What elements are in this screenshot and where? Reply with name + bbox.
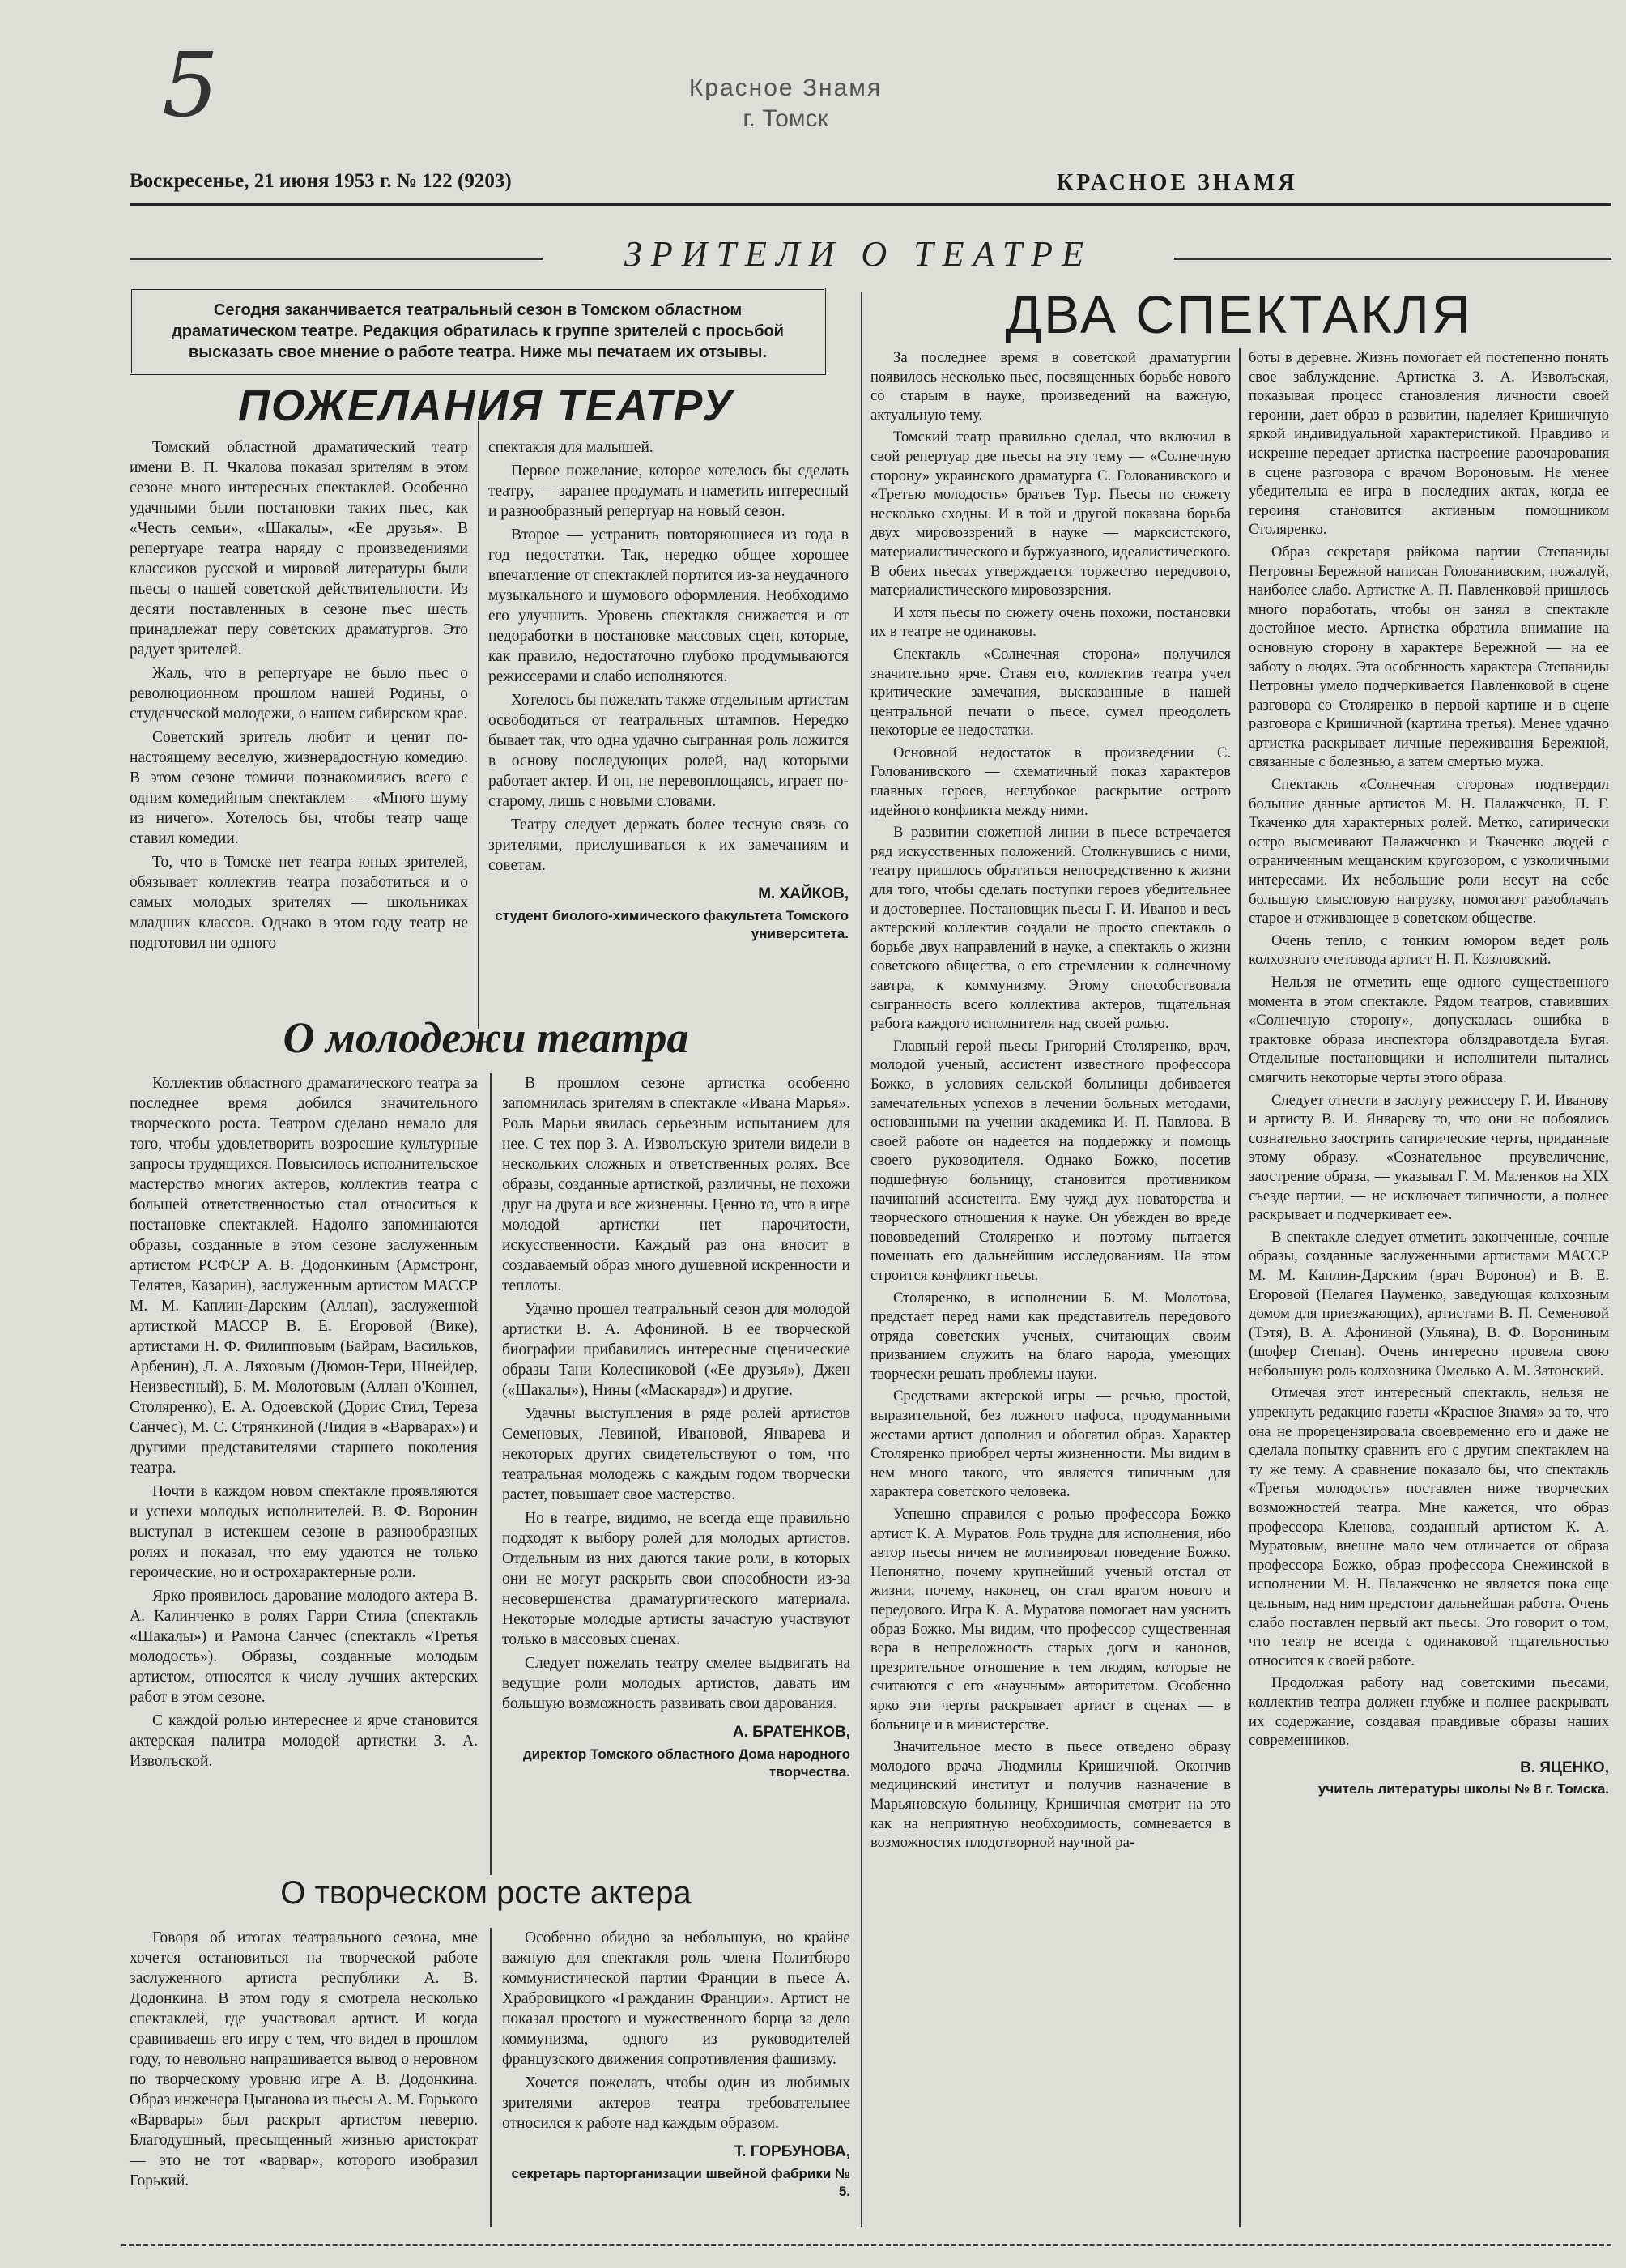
paragraph: Значительное место в пьесе отведено образу молодого врача Людмилы Кришичной. Окончив медицинский институт и получив назначение в Марьяновскую больницу, Кришичная смотрит на это как на неприятную необходимость, сомневается в возможностях плодотворной научной ра- xyxy=(870,1738,1231,1852)
paragraph: Успешно справился с ролью профессора Божко артист К. А. Муратов. Роль трудна для исполнения, ибо автор пьесы ничем не мотивировал поведение Божко. Непонятно, почему крупнейший ученый отстал от жизни, почему, наконец, он стал врагом нового и передового. Игра К. А. Муратова помогает нам уяснить образ Божко. Мы видим, что профессор существенная вера в непреложность старых догм и канонов, презрительное отношение к тем людям, которые не считаются с его «научным» авторитетом. Особенно ярко эти черты раскрывает артист в сценах — в больнице и в министерстве. xyxy=(870,1506,1231,1733)
paragraph: То, что в Томске нет театра юных зрителей, обязывает коллектив театра позаботиться и о самых молодых зрителях — школьниках младших классов. Однако в этом году театр не подготовил ни одного xyxy=(130,854,468,952)
paragraph: Следует пожелать театру смелее выдвигать на ведущие роли молодых артистов, давать им большую возможность развивать свои дарования. xyxy=(502,1655,850,1712)
section-rule-left xyxy=(130,258,543,260)
paragraph: За последнее время в советской драматургии появилось несколько пьес, посвященных борьбе нового со старым в науке, произведений на важную, актуальную тему. xyxy=(870,349,1231,424)
paragraph: Спектакль «Солнечная сторона» получился значительно ярче. Ставя его, коллектив театра учел критические замечания, высказанные в нашей центральной печати о пьесе, сумел преодолеть некоторые ее недостатки. xyxy=(870,645,1231,740)
paragraph: В спектакле следует отметить законченные, сочные образы, созданные заслуженными артистами МАССР М. М. Каплин-Дарским (врач Воронов) и В. Е. Егоровой (Пелагея Науменко, заведующая колхозным домом для приезжающих), артистами В. П. Семеновой (Тэтя), В. А. Афониной (Ульяна), В. Ф. Ворониным (шофер Степан). Очень интересно провела свою небольшую роль колхозника Омелько А. М. Затонский. xyxy=(1249,1228,1609,1379)
paragraph: Коллектив областного драматического театра за последнее время добился значительного творческого роста. Театром сделано немало для того, чтобы удовлетворить возросшие культурные запросы трудящихся. Повысилось исполнительское мастерство многих актеров, коллектив театра с большей ответственностью стал относиться к постановке спектаклей. Надолго запоминаются образы, созданные в этом сезоне заслуженным артистом РСФСР А. В. Додонкиным (Армстронг, Телятев, Казарин), заслуженным артистом МАССР М. М. Каплин-Дарским (Аллан), заслуженной артисткой МАССР В. Е. Егоровой (Вике), артистами Н. Ф. Филипповым (Байрам, Васильков, Арбенин), Л. А. Ляховым (Дюмон-Тери, Шнейдер, Неизвестный), Б. М. Молотовым (Аллан о'Коннел, Столяренко), Е. А. Одоевской (Дорис Стил, Тереза Санчес), М. С. Стрянкиной (Лидия в «Варварах») и другими представителями старшего поколения театра. xyxy=(130,1075,478,1477)
paragraph: Особенно обидно за небольшую, но крайне важную для спектакля роль члена Политбюро коммунистической партии Франции в пьесе А. Храбровицкого «Гражданин Франции». Артист не показал простого и мужественного борца за дело коммунизма, одного из руководителей французского движения сопротивления фашизму. xyxy=(502,1929,850,2068)
paragraph: И хотя пьесы по сюжету очень похожи, постановки их в театре не одинаковы. xyxy=(870,603,1231,641)
two-plays-title: ДВА СПЕКТАКЛЯ xyxy=(1005,284,1473,344)
bottom-rule xyxy=(121,2244,1611,2249)
paragraph: Отмечая этот интересный спектакль, нельзя не упрекнуть редакцию газеты «Красное Знамя» за то, что она не прорецензировала своевременно его и даже не сделала попытку сравнить его с другим спектаклем на ту же тему. А сравнение показало бы, что спектакль «Третья молодость» поставлен ниже творческих возможностей театра. Мне кажется, что образ профессора Кленова, созданный артистом К. А. Муратовым, внешне мало чем отличается от образа профессора Божко, образ профессора Снежинской в исполнении М. Н. Палажченко не является пока еще цельным, над ним предстоит дальнейшая работа. Очень слабо поставлен первый акт пьесы. Это говорит о том, что театр не всегда с одинаковой тщательностью относится к своей работе. xyxy=(1249,1384,1609,1669)
paragraph: В прошлом сезоне артистка особенно запомнилась зрителям в спектакле «Ивана Марья». Роль Марьи явилась серьезным испытанием для нее. С тех пор З. А. Изволъскую зрители видели в нескольких сложных и ответственных ролях. Все образы, созданные артисткой, различны, не похожи друг на друга и все жизненны. Ценно то, что в игре молодой артистки нет нарочитости, искусственности. Каждый раз она вносит в создаваемый образ много душевной искренности и теплоты. xyxy=(502,1075,850,1294)
wishes-col-2 xyxy=(488,437,849,946)
paragraph: Спектакль «Солнечная сторона» подтвердил большие данные артистов М. Н. Палажченко, П. Г. Ткаченко для характерных ролей. Метко, сатирически остро высмеивают Палажченко и Ткаченко людей с ограниченным мещанским кругозором, с узколичными интересами. Их небольшие роли несут на себе большую смысловую нагрузку, помогают разоблачать старое и отживающее в советском обществе. xyxy=(1249,776,1609,927)
section-rule-right xyxy=(1174,258,1611,260)
paragraph: С каждой ролью интереснее и ярче становится актерская палитра молодой артистки З. А. Изволъской. xyxy=(130,1712,478,1770)
paragraph: боты в деревне. Жизнь помогает ей постепенно понять свое заблуждение. Артистка З. А. Изволъская, показывая процесс становления личности своей героини, дает образ в развитии, наделяет Кришичную яркой индивидуальной характеристикой. Правдиво и искренне передает артистка настроение разочарования в сцене разговора с врачом Вороновым. Не менее убедительна ее игра в последних актах, когда ее героиня становится активным помощником Столяренко. xyxy=(1249,349,1609,539)
paragraph: Второе — устранить повторяющиеся из года в год недостатки. Так, нередко общее хорошее впечатление от спектаклей портится из-за неудачного музыкального и шумового оформления. Необходимо его улучшить. Уровень спектакля снижается и от недоработки в постановке массовых сцен, которые, как правило, недостаточно глубоко продумываются режиссерами и слабо исполняются. xyxy=(488,526,849,685)
paragraph: Первое пожелание, которое хотелось бы сделать театру, — заранее продумать и наметить интересный и разнообразный репертуар на новый сезон. xyxy=(488,463,849,520)
paragraph: В развитии сюжетной линии в пьесе встречается ряд искусственных положений. Столкнувшись с ними, театру пришлось обратиться непосредственно к жизни для того, чтобы сделать поступки героев убедительнее и достовернее. Постановщик пьесы Г. И. Иванов и весь актерский коллектив создали не просто спектакль о борьбе двух направлений в науке, а спектакль о жизни советского общества, о его стремлении к солнечному завтра, к коммунизму. Этому способствовала сыгранность всего коллектива актеров, тщательная работа каждого исполнителя над своей ролью. xyxy=(870,824,1231,1033)
divider-growth xyxy=(490,1928,492,2228)
intro-box xyxy=(130,288,826,375)
masthead-rule xyxy=(130,202,1611,206)
youth-signature-sub: директор Томского областного Дома народного творчества. xyxy=(522,1746,850,1780)
paragraph: Томский областной драматический театр имени В. П. Чкалова показал зрителям в этом сезоне много интересных спектаклей. Особенно удачными были постановки таких пьес, как «Честь семьи», «Шакалы», «Ее друзья». В репертуаре театра наряду с произведениями классиков русской и мировой литературы были пьесы о нашей советской действительности. Из десяти поставленных в сезоне пьес шесть принадлежат перу советских драматургов. Это радует зрителей. xyxy=(130,439,468,659)
paragraph: Говоря об итогах театрального сезона, мне хочется остановиться на творческой работе заслуженного артиста республики А. В. Додонкина. В этом году я смотрела несколько спектаклей, где участвовал артист. И когда сравниваешь его игру с тем, что видел в прошлом году, то невольно напрашивается вывод о неровном по творческому уровню игре А. В. Додонкина. Образ инженера Цыганова из пьесы А. М. Горького «Варвары» был раскрыт артистом неверно. Благодушный, пресыщенный жизнью аристократ — это не тот «варвар», которого изобразил Горький. xyxy=(130,1929,478,2189)
stamp-line-1: Красное Знамя xyxy=(688,75,883,101)
paragraph: Столяренко, в исполнении Б. М. Молотова, предстает перед нами как представитель передового отряда советских ученых, считающих своим призванием служить на благо народа, умеющих творчески решать проблемы науки. xyxy=(870,1289,1231,1383)
paragraph: Нельзя не отметить еще одного существенного момента в этом спектакле. Рядом театров, ставивших «Солнечную сторону», допускалась ошибка в трактовке образа инспектора облздравотдела Бугая. Отдельные постановщики и исполнители пытались смягчить некоторые черты этого образа. xyxy=(1249,974,1609,1086)
wishes-col-1 xyxy=(130,437,468,957)
divider-left-right xyxy=(861,292,862,2228)
intro-text: Сегодня заканчивается театральный сезон в Томском областном драматическом театре. Редакция обратилась к группе зрителей с просьбой высказать свое мнение о работе театра. Ниже мы печатаем их отзывы. xyxy=(172,301,784,361)
paragraph: Очень тепло, с тонким юмором ведет роль колхозного счетовода артист Н. П. Козловский. xyxy=(1249,932,1609,969)
growth-title: О творческом росте актера xyxy=(280,1875,692,1911)
youth-col-1 xyxy=(130,1073,478,1775)
wishes-signature: М. ХАЙКОВ, xyxy=(758,885,849,902)
divider-right xyxy=(1239,348,1241,2228)
paragraph: Основной недостаток в произведении С. Голованивского — схематичный показ характеров главных героев, неглубокое раскрытие острого идейного конфликта между ними. xyxy=(870,744,1231,819)
paragraph: Образ секретаря райкома партии Степаниды Петровны Бережной написан Голованивским, пожалуй, наиболее слабо. Артистке А. П. Павленковой пришлось много поработать, чтобы он занял в спектакле достойное место. Артистка обратила внимание на основную сторону в характере Бережной — на ее заботу о людях. Эта особенность характера Степаниды Петровны умело подчеркивается Павленковой в сцене разговора со Столяренко в первой картине и в сцене разговора с Кришичной (картина третья). Менее удачно артистка раскрывает личные переживания Бережной, связанные с болезнью, а затем смертью мужа. xyxy=(1249,543,1609,771)
paragraph: Театру следует держать более тесную связь со зрителями, прислушиваться к их замечаниям и советам. xyxy=(488,816,849,874)
paragraph: Удачно прошел театральный сезон для молодой артистки В. А. Афониной. В ее творческой биографии прибавились интересные сценические образы Тани Колесниковой («Ее друзья»), Джен («Шакалы»), Нины («Маскарад») и другие. xyxy=(502,1301,850,1399)
paragraph: Советский зритель любит и ценит по-настоящему веселую, жизнерадостную комедию. В этом сезоне томичи познакомились всего с одним комедийным спектаклем — «Много шуму из ничего». Хотелось бы, чтобы театр чаще ставил комедии. xyxy=(130,729,468,847)
wishes-signature-sub: студент биолого-химического факультета Томского университета. xyxy=(495,908,849,941)
paragraph: Хочется пожелать, чтобы один из любимых зрителями актеров театра требовательнее относился к работе над каждым образом. xyxy=(502,2074,850,2132)
paragraph: Но в театре, видимо, не всегда еще правильно подходят к выбору ролей для молодых артистов. Отдельным из них даются такие роли, в которых они не могут раскрыть свои способности из-за несовершенства драматургического материала. Некоторые молодые артисты зачастую участвуют только в массовых сценах. xyxy=(502,1510,850,1648)
stamp-line-2: г. Томск xyxy=(743,105,828,132)
masthead-title: КРАСНОЕ ЗНАМЯ xyxy=(1057,170,1298,195)
paragraph: Хотелось бы пожелать также отдельным артистам освободиться от театральных штампов. Нередко бывает так, что одна удачно сыгранная роль ложится в основу последующих ролей, над которыми работает актер. И он, не перевоплощаясь, играет по-старому, лишь с новыми словами. xyxy=(488,692,849,810)
paragraph: Средствами актерской игры — речью, простой, выразительной, без ложного пафоса, продуманными жестами артист дополнил и обогатил образ. Характер Столяренко приобрел черты жизненности. Мы видим в нем много такого, что является типичным для характера советского человека. xyxy=(870,1388,1231,1501)
growth-col-1 xyxy=(130,1928,478,2194)
library-stamp xyxy=(599,75,972,133)
handwritten-page-number: 5 xyxy=(162,33,219,137)
youth-col-2 xyxy=(502,1073,850,1784)
section-title: ЗРИТЕЛИ О ТЕАТРЕ xyxy=(624,234,1092,274)
paragraph: спектакля для малышей. xyxy=(488,439,653,456)
paragraph: Удачны выступления в ряде ролей артистов Семеновых, Левиной, Ивановой, Январева и некоторых других свидетельствуют о том, что театральная молодежь с каждым годом творчески растет, повышает свое мастерство. xyxy=(502,1405,850,1503)
paragraph: Почти в каждом новом спектакле проявляются и успехи молодых исполнителей. В. Ф. Воронин выступал в истекшем сезоне в разнообразных ролях и показал, что ему удаются не только героические, но и острохарактерные роли. xyxy=(130,1483,478,1581)
growth-col-2 xyxy=(502,1928,850,2204)
growth-signature-sub: секретарь парторганизации швейной фабрики № 5. xyxy=(511,2166,850,2199)
two-plays-col-1 xyxy=(870,348,1231,1856)
divider-youth xyxy=(490,1073,492,1875)
two-plays-col-2 xyxy=(1249,348,1609,1801)
youth-signature: А. БРАТЕНКОВ, xyxy=(732,1724,850,1741)
youth-title: О молодежи театра xyxy=(283,1013,689,1062)
paragraph: Жаль, что в репертуаре не было пьес о революционном прошлом нашей Родины, о студенческой молодежи, о нашем сибирском крае. xyxy=(130,665,468,723)
paragraph: Главный герой пьесы Григорий Столяренко, врач, молодой ученый, ассистент известного профессора Божко, в условиях сельской больницы добивается замечательных успехов в лечении больных методами, основанными на учении академика И. П. Павлова. В своей работе он надеется на поддержку и помощь своего руководителя. Однако Божко, посетив подшефную больницу, становится противником начинаний ассистента. Ему чужд дух новаторства и творческого отношения к науке. Он убежден во вреде нововведений Столяренко и поэтому пытается помешать его дальнейшим исследованиям. На этом строится конфликт пьесы. xyxy=(870,1037,1231,1284)
two-plays-signature-sub: учитель литературы школы № 8 г. Томска. xyxy=(1317,1781,1609,1797)
paragraph: Томский театр правильно сделал, что включил в свой репертуар две пьесы на эту тему — «Солнечную сторону» украинского драматурга С. Голованивского и «Третью молодость» братьев Тур. Пьесы по сюжету несколько сходны. И в той и другой показана борьба двух мировоззрений в науке — марксистского, материалистического и буржуазного, идеалистического. В обеих пьесах утверждается торжество передового, материалистического мировоззрения. xyxy=(870,428,1231,599)
two-plays-signature: В. ЯЦЕНКО, xyxy=(1520,1759,1609,1776)
paragraph: Следует отнести в заслугу режиссеру Г. И. Иванову и артисту В. И. Январеву то, что они не побоялись сознательно заострить сатирические черты, приданные этому образу. «Сознательное преувеличение, заострение образа, — указывал Г. М. Маленков на XIX съезде партии, — не исключает типичности, а полнее раскрывает и подчеркивает ее». xyxy=(1249,1091,1609,1224)
growth-signature: Т. ГОРБУНОВА, xyxy=(734,2143,850,2160)
masthead-dateline: Воскресенье, 21 июня 1953 г. № 122 (9203) xyxy=(130,170,512,192)
wishes-title: ПОЖЕЛАНИЯ ТЕАТРУ xyxy=(238,382,734,430)
paragraph: Ярко проявилось дарование молодого актера В. А. Калинченко в ролях Гарри Стила (спектакль «Шакалы») и Рамона Санчес (спектакль «Третья молодость»). Образы, созданные молодым артистом, относятся к числу лучших актерских работ в этом сезоне. xyxy=(130,1588,478,1706)
divider-left-center xyxy=(478,421,479,1029)
paragraph: Продолжая работу над советскими пьесами, коллектив театра должен глубже и полнее раскрывать их содержание, создавая правдивые образы наших современников. xyxy=(1249,1674,1609,1750)
